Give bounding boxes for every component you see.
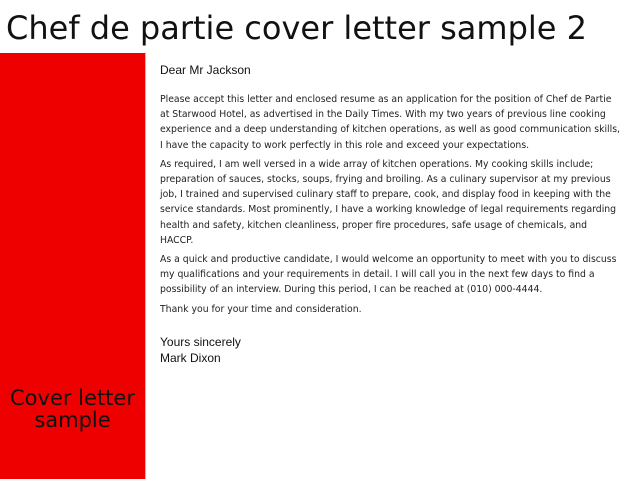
cover-letter (160, 62, 622, 366)
letter-paragraph-skills: As required, I am well versed in a wide array of kitchen operations. My cooking skills include; preparation of sauces, stocks, soups, frying and broiling. As a culinary supervisor at my previous job, I trained and supervised culinary staff to prepare, cook, and display food in keeping with the service standards. Most prominently, I have a working knowledge of legal requirements regarding health and safety, kitchen cleanliness, proper fire procedures, safe usage of chemicals, and HACCP. (160, 158, 617, 246)
letter-paragraph-intro: Please accept this letter and enclosed resume as an application for the position of Chef de Partie at Starwood Hotel, as advertised in the Daily Times. With my two years of previous line cooking experience and a deep understanding of kitchen operations, as well as good communication skills, I have the capacity to work perfectly in this role and exceed your expectations. (160, 94, 621, 151)
letter-signature: Mark Dixon (160, 350, 221, 365)
letter-salutation: Dear Mr Jackson (160, 63, 251, 77)
letter-paragraph-interview: As a quick and productive candidate, I would welcome an opportunity to meet with you to discuss my qualifications and your requirements in detail. I will call you in the next few days to find a possibility of an interview. During this period, I can be reached at (010) 000-4444. (160, 254, 617, 296)
red-sidebar-panel (0, 53, 146, 479)
letter-paragraph-thanks: Thank you for your time and consideration. (160, 303, 362, 315)
slide-title: Chef de partie cover letter sample 2 (6, 9, 587, 47)
panel-label: Cover letter sample (10, 386, 135, 432)
letter-closing: Yours sincerely (160, 334, 241, 349)
